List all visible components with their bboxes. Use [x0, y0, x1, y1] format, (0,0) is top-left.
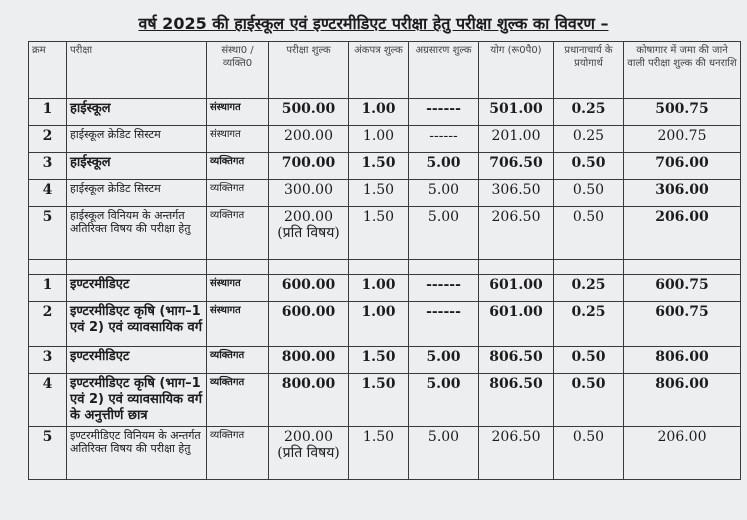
section-separator-row — [29, 260, 741, 275]
cell-type: संस्थागत — [207, 275, 269, 302]
cell-principal: 0.50 — [554, 427, 624, 480]
cell-type: व्यक्तिगत — [207, 207, 269, 260]
cell-fee: 500.00 — [269, 99, 349, 126]
empty-cell — [624, 260, 741, 275]
page-title: वर्ष 2025 की हाईस्कूल एवं इण्टरमीडिएट परीक्षा हेतु परीक्षा शुल्क का विवरण – — [138, 14, 609, 33]
cell-exam: इण्टरमीडिएट कृषि (भाग–1 एवं 2) एवं व्यावसायिक वर्ग के अनुत्तीर्ण छात्र — [67, 374, 207, 427]
table-row — [29, 99, 741, 126]
header-sno: क्रम — [29, 42, 67, 99]
cell-principal: 0.50 — [554, 153, 624, 180]
cell-total: 201.00 — [479, 126, 554, 153]
cell-exam: हाईस्कूल विनियम के अन्तर्गत अतिरिक्त विषय की परीक्षा हेतु — [67, 207, 207, 260]
cell-sno: 1 — [29, 99, 67, 126]
cell-total: 601.00 — [479, 302, 554, 347]
cell-treasury: 600.75 — [624, 302, 741, 347]
cell-total: 706.50 — [479, 153, 554, 180]
cell-fee: 800.00 — [269, 374, 349, 427]
cell-total: 806.50 — [479, 374, 554, 427]
empty-cell — [67, 260, 207, 275]
header-type: संस्था0 / व्यक्ति0 — [207, 42, 269, 99]
header-exam: परीक्षा — [67, 42, 207, 99]
cell-total: 206.50 — [479, 427, 554, 480]
cell-sno: 3 — [29, 347, 67, 374]
table-row — [29, 374, 741, 427]
cell-sno: 4 — [29, 374, 67, 427]
cell-treasury: 600.75 — [624, 275, 741, 302]
cell-forwarding: 5.00 — [409, 207, 479, 260]
cell-marksheet: 1.00 — [349, 99, 409, 126]
table-header-row — [29, 42, 741, 99]
cell-forwarding: 5.00 — [409, 347, 479, 374]
empty-cell — [207, 260, 269, 275]
cell-forwarding: 5.00 — [409, 180, 479, 207]
cell-marksheet: 1.50 — [349, 374, 409, 427]
table-row — [29, 207, 741, 260]
empty-cell — [349, 260, 409, 275]
cell-total: 601.00 — [479, 275, 554, 302]
cell-exam: हाईस्कूल क्रेडिट सिस्टम — [67, 180, 207, 207]
header-forwarding: अग्रसारण शुल्क — [409, 42, 479, 99]
cell-marksheet: 1.50 — [349, 207, 409, 260]
header-treasury: कोषागार में जमा की जाने वाली परीक्षा शुल्क की धनराशि — [624, 42, 741, 99]
cell-exam: हाईस्कूल क्रेडिट सिस्टम — [67, 126, 207, 153]
cell-principal: 0.25 — [554, 275, 624, 302]
cell-principal: 0.25 — [554, 126, 624, 153]
cell-type: संस्थागत — [207, 302, 269, 347]
table-row — [29, 153, 741, 180]
cell-sno: 5 — [29, 207, 67, 260]
cell-fee: 200.00 — [269, 126, 349, 153]
header-marksheet: अंकपत्र शुल्क — [349, 42, 409, 99]
cell-treasury: 706.00 — [624, 153, 741, 180]
cell-marksheet: 1.50 — [349, 153, 409, 180]
cell-marksheet: 1.50 — [349, 427, 409, 480]
cell-forwarding: ------ — [409, 302, 479, 347]
cell-sno: 5 — [29, 427, 67, 480]
header-principal: प्रधानाचार्य के प्रयोगार्थ — [554, 42, 624, 99]
cell-exam: इण्टरमीडिएट कृषि (भाग–1 एवं 2) एवं व्यावसायिक वर्ग — [67, 302, 207, 347]
empty-cell — [269, 260, 349, 275]
cell-principal: 0.50 — [554, 207, 624, 260]
cell-fee: 700.00 — [269, 153, 349, 180]
empty-cell — [29, 260, 67, 275]
table-row — [29, 347, 741, 374]
cell-total: 206.50 — [479, 207, 554, 260]
cell-marksheet: 1.00 — [349, 302, 409, 347]
cell-marksheet: 1.00 — [349, 275, 409, 302]
cell-principal: 0.50 — [554, 374, 624, 427]
cell-exam: इण्टरमीडिएट — [67, 275, 207, 302]
cell-principal: 0.25 — [554, 302, 624, 347]
cell-fee: 600.00 — [269, 275, 349, 302]
cell-forwarding: 5.00 — [409, 427, 479, 480]
cell-fee: 200.00 (प्रति विषय) — [269, 207, 349, 260]
cell-treasury: 306.00 — [624, 180, 741, 207]
cell-exam: इण्टरमीडिएट — [67, 347, 207, 374]
cell-fee: 600.00 — [269, 302, 349, 347]
cell-treasury: 200.75 — [624, 126, 741, 153]
cell-exam: हाईस्कूल — [67, 153, 207, 180]
table-body — [29, 99, 741, 480]
table-row — [29, 180, 741, 207]
table-row — [29, 126, 741, 153]
cell-type: व्यक्तिगत — [207, 374, 269, 427]
cell-treasury: 206.00 — [624, 427, 741, 480]
cell-marksheet: 1.50 — [349, 347, 409, 374]
cell-forwarding: ------ — [409, 99, 479, 126]
cell-total: 306.50 — [479, 180, 554, 207]
cell-fee: 300.00 — [269, 180, 349, 207]
table-row — [29, 275, 741, 302]
cell-sno: 1 — [29, 275, 67, 302]
cell-forwarding: 5.00 — [409, 153, 479, 180]
cell-principal: 0.50 — [554, 180, 624, 207]
cell-principal: 0.25 — [554, 99, 624, 126]
cell-treasury: 206.00 — [624, 207, 741, 260]
header-fee: परीक्षा शुल्क — [269, 42, 349, 99]
empty-cell — [409, 260, 479, 275]
cell-treasury: 806.00 — [624, 374, 741, 427]
cell-principal: 0.50 — [554, 347, 624, 374]
empty-cell — [479, 260, 554, 275]
header-total: योग (रू0पै0) — [479, 42, 554, 99]
cell-type: संस्थागत — [207, 126, 269, 153]
cell-treasury: 500.75 — [624, 99, 741, 126]
fee-table — [28, 41, 741, 480]
cell-forwarding: ------ — [409, 275, 479, 302]
empty-cell — [554, 260, 624, 275]
cell-fee: 800.00 — [269, 347, 349, 374]
table-row — [29, 302, 741, 347]
cell-type: व्यक्तिगत — [207, 153, 269, 180]
cell-marksheet: 1.00 — [349, 126, 409, 153]
cell-exam: इण्टरमीडिएट विनियम के अन्तर्गत अतिरिक्त विषय की परीक्षा हेतु — [67, 427, 207, 480]
cell-sno: 3 — [29, 153, 67, 180]
cell-type: संस्थागत — [207, 99, 269, 126]
cell-sno: 2 — [29, 126, 67, 153]
cell-forwarding: ------ — [409, 126, 479, 153]
cell-sno: 2 — [29, 302, 67, 347]
cell-type: व्यक्तिगत — [207, 180, 269, 207]
cell-forwarding: 5.00 — [409, 374, 479, 427]
table-row — [29, 427, 741, 480]
cell-fee: 200.00 (प्रति विषय) — [269, 427, 349, 480]
cell-total: 806.50 — [479, 347, 554, 374]
cell-exam: हाईस्कूल — [67, 99, 207, 126]
cell-total: 501.00 — [479, 99, 554, 126]
cell-marksheet: 1.50 — [349, 180, 409, 207]
cell-type: व्यक्तिगत — [207, 427, 269, 480]
cell-type: व्यक्तिगत — [207, 347, 269, 374]
cell-sno: 4 — [29, 180, 67, 207]
cell-treasury: 806.00 — [624, 347, 741, 374]
